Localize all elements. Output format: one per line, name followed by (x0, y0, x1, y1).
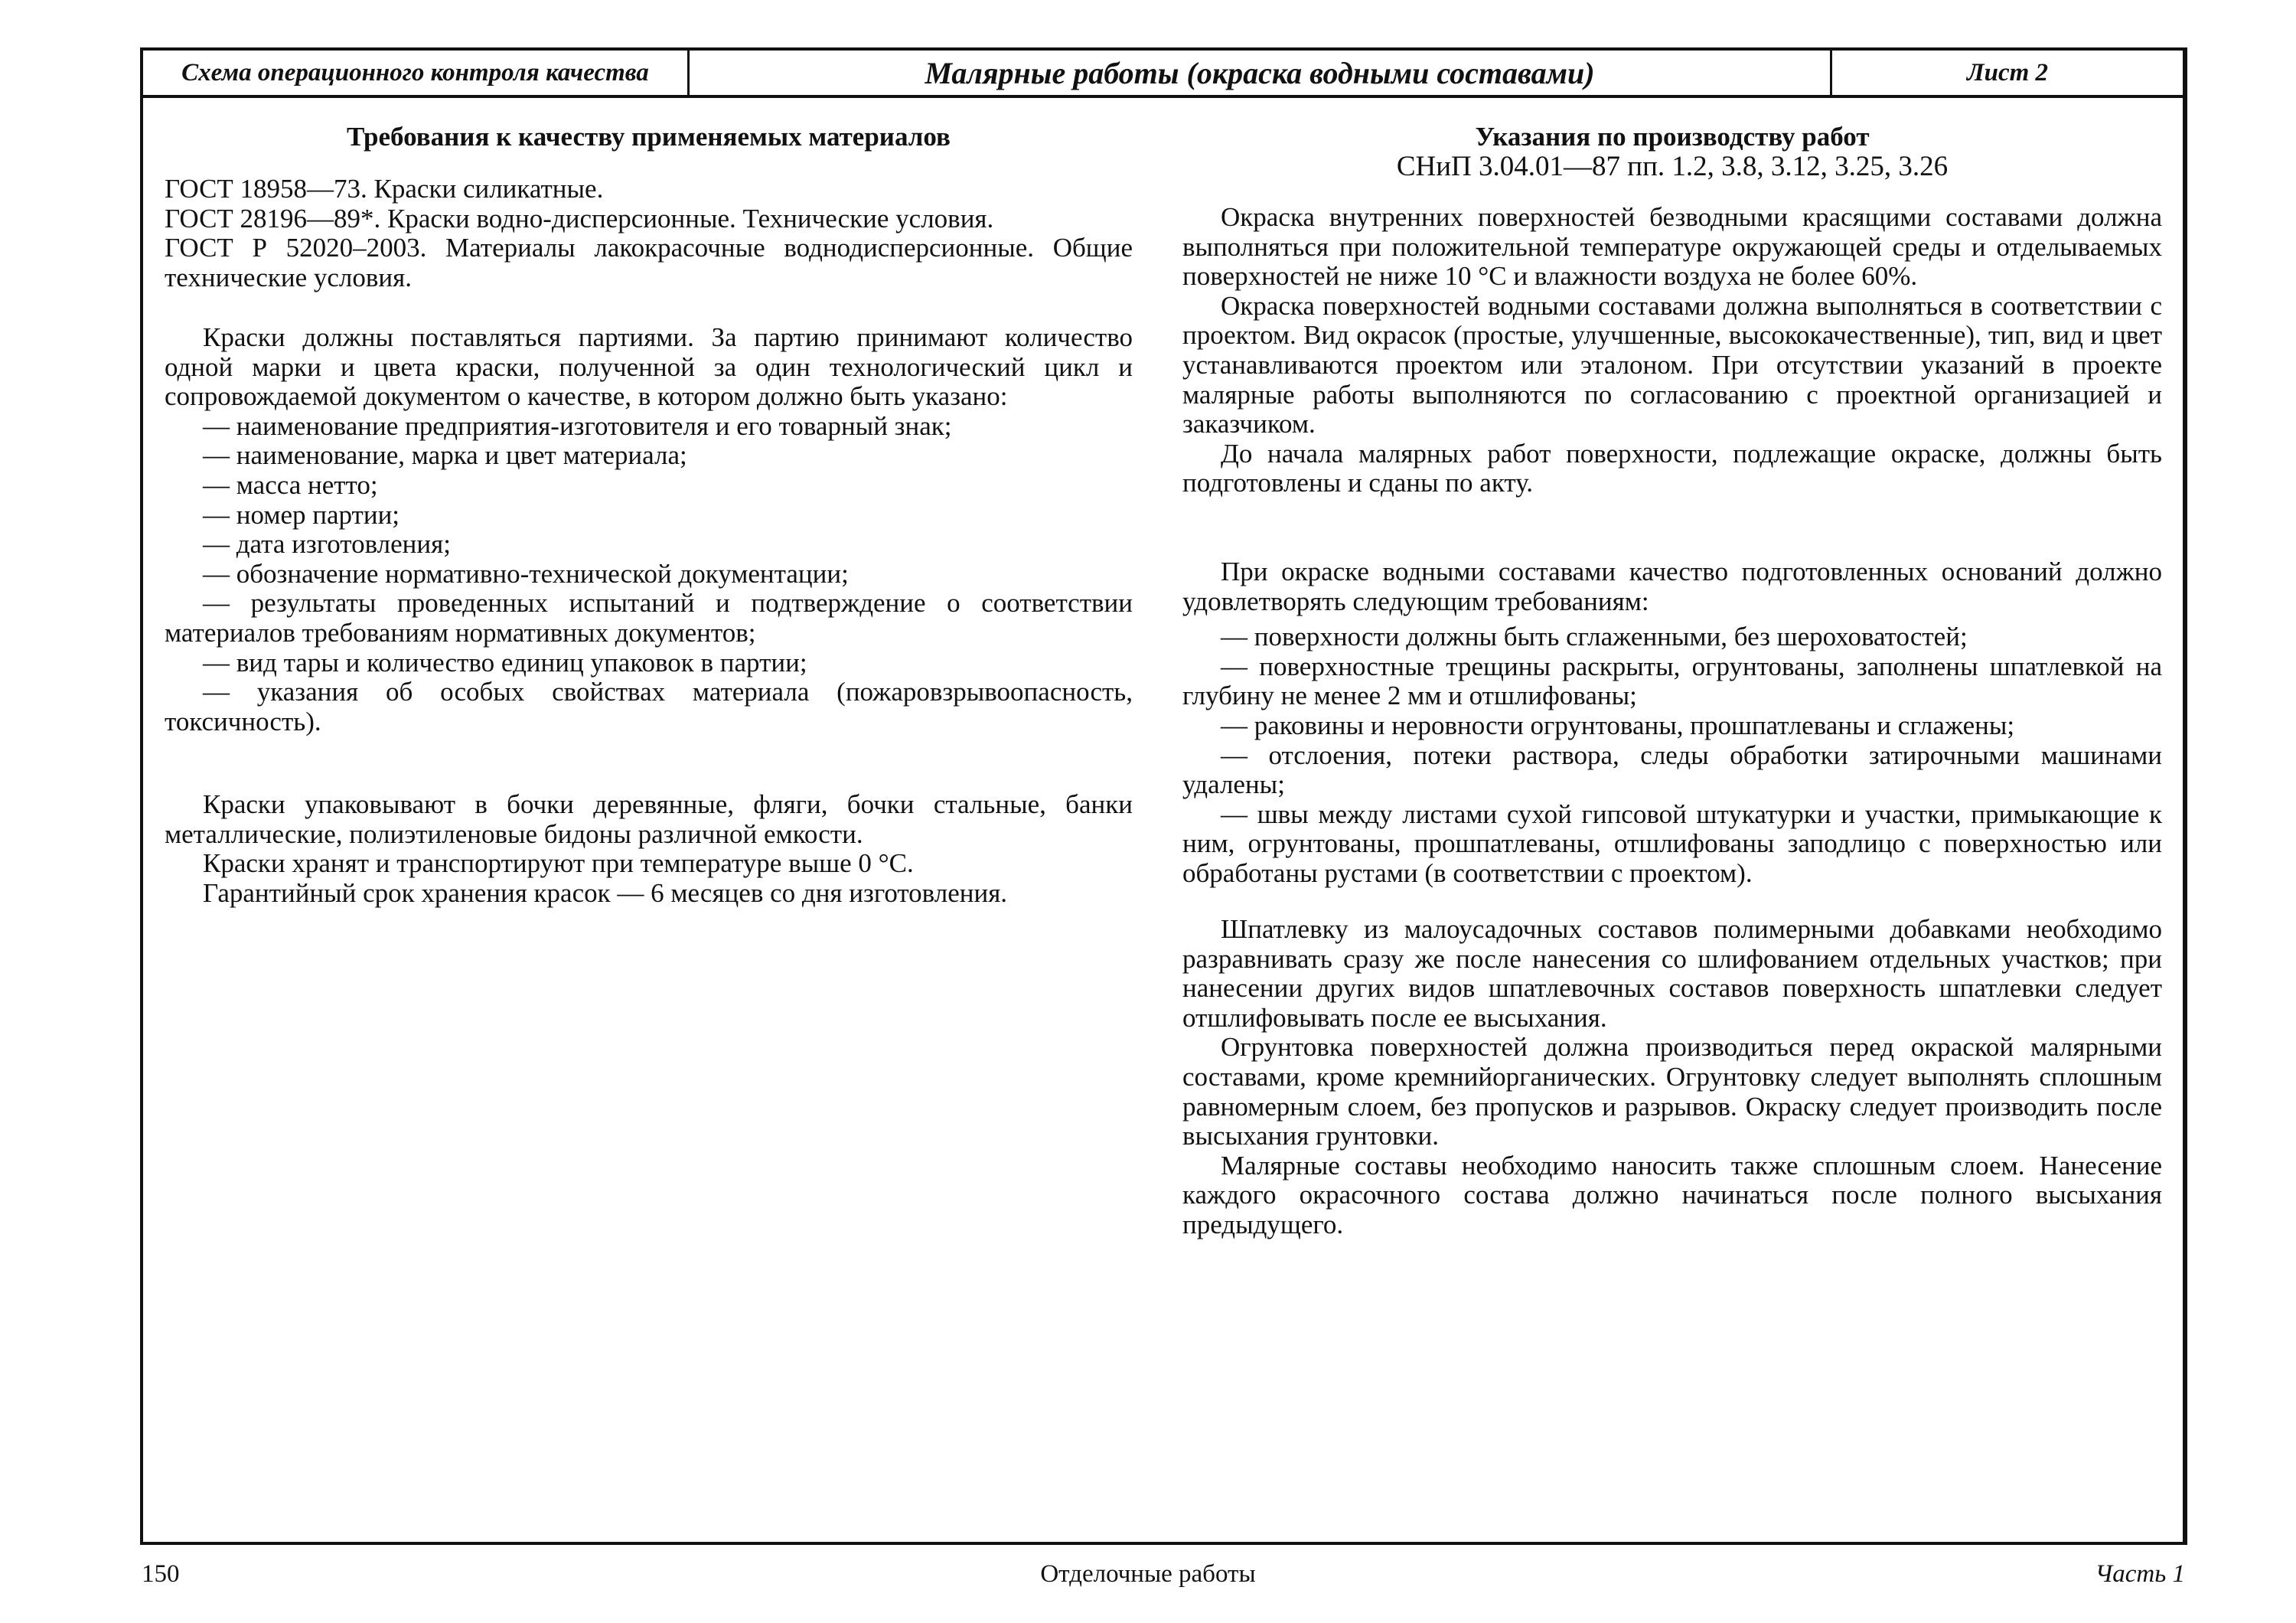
putty-and-priming (1182, 915, 2162, 1240)
paragraph: Шпатлевку из малоусадочных составов полимерными добавками необходимо разравнивать сразу же после нанесения со шлифованием отдельных участков; при нанесении других видов шпатлевочных составов поверхность шпатлевки следует отшлифовывать после ее высыхания. (1182, 914, 2162, 1033)
paragraph: При окраске водными составами качество подготовленных оснований должно удовлетворять следующим требованиям: (1182, 557, 2162, 616)
gost-item: ГОСТ 18958—73. Краски силикатные. (165, 174, 604, 204)
base-requirements (1182, 557, 2162, 889)
header-table (143, 51, 2183, 98)
list-item: — масса нетто; (203, 469, 378, 500)
list-item: — наименование, марка и цвет материала; (203, 440, 687, 471)
list-item: — номер партии; (203, 499, 400, 530)
list-item: — вид тары и количество единиц упаковок в партии; (203, 647, 807, 678)
list-item: — поверхностные трещины раскрыты, огрунтованы, заполнены шпатлевкой на глубину не менее 2 мм и отшлифованы; (1182, 651, 2162, 711)
list-item: — раковины и неровности огрунтованы, прошпатлеваны и сглажены; (1221, 710, 2015, 740)
paragraph: Окраска поверхностей водными составами должна выполняться в соответствии с проектом. Вид окрасок (простые, улучшенные, высококачественные), тип, вид и цвет устанавливаются проектом или эталоном. При отсутствии указаний в проекте малярные работы выполняются по согласованию с проектной организацией и заказчиком. (1182, 290, 2162, 439)
delivery-requirements (165, 323, 1133, 736)
left-section-title: Требования к качеству применяемых материалов (347, 122, 951, 152)
list-item: — указания об особых свойствах материала (пожаровзрывоопасность, токсичность). (165, 677, 1133, 736)
gost-item: ГОСТ Р 52020–2003. Материалы лакокрасочные воднодисперсионные. Общие технические условия. (165, 233, 1133, 292)
list-item: — швы между листами сухой гипсовой штукатурки и участки, примыкающие к ним, огрунтованы, прошпатлеваны, отшлифованы заподлицо с поверхностью или обработаны рустами (в соответствии с проектом). (1182, 798, 2162, 888)
right-section-subtitle: СНиП 3.04.01—87 пп. 1.2, 3.8, 3.12, 3.25, 3.26 (1396, 151, 1949, 182)
paragraph: Гарантийный срок хранения красок — 6 месяцев со дня изготовления. (203, 877, 1008, 908)
paragraph: Окраска внутренних поверхностей безводными красящими составами должна выполняться при положительной температуре окружающей среды и отделываемых поверхностей не ниже 10 °С и влажности воздуха не более 60%. (1182, 202, 2162, 292)
list-item: — обозначение нормативно-технической документации; (203, 558, 849, 589)
paragraph: Краски упаковывают в бочки деревянные, фляги, бочки стальные, банки металлические, полиэтиленовые бидоны различной емкости. (165, 789, 1133, 849)
right-section-title: Указания по производству работ (1475, 122, 1870, 152)
list-item: — отслоения, потеки раствора, следы обработки затирочными машинами удалены; (1182, 740, 2162, 800)
work-instructions (1182, 203, 2162, 498)
storage-section (165, 790, 1133, 908)
list-item: — наименование предприятия-изготовителя и его товарный знак; (203, 410, 952, 441)
footer-section: Отделочные работы (1040, 1560, 1256, 1588)
list-item: — дата изготовления; (203, 529, 451, 560)
paragraph: Краски хранят и транспортируют при температуре выше 0 °С. (203, 848, 914, 879)
paragraph: Огрунтовка поверхностей должна производиться перед окраской малярными составами, кроме кремнийорганических. Огрунтовку следует выполнять сплошным равномерным слоем, без пропусков и разрывов. Окраску следует производить после высыхания грунтовки. (1182, 1032, 2162, 1151)
gost-list (165, 175, 1133, 292)
list-item: — результаты проведенных испытаний и подтверждение о соответствии материалов требованиям нормативных документов; (165, 588, 1133, 648)
header-scheme-label: Схема операционного контроля качества (143, 51, 690, 95)
page-number: 150 (142, 1560, 180, 1588)
paragraph: Малярные составы необходимо наносить также сплошным слоем. Нанесение каждого окрасочного состава должно начинаться после полного высыхания предыдущего. (1182, 1150, 2162, 1239)
footer-part: Часть 1 (2095, 1560, 2185, 1588)
paragraph: До начала малярных работ поверхности, подлежащие окраске, должны быть подготовлены и сданы по акту. (1182, 438, 2162, 498)
header-sheet-number: Лист 2 (1966, 58, 2049, 87)
delivery-intro: Краски должны поставляться партиями. За партию принимают количество одной марки и цвета краски, полученной за один технологический цикл и сопровождаемой документом о качестве, в котором должно быть указано: (165, 322, 1133, 412)
header-title: Малярные работы (окраска водными составами) (690, 51, 1832, 95)
gost-item: ГОСТ 28196—89*. Краски водно-дисперсионные. Технические условия. (165, 203, 994, 233)
list-item: — поверхности должны быть сглаженными, без шероховатостей; (1221, 622, 1968, 652)
